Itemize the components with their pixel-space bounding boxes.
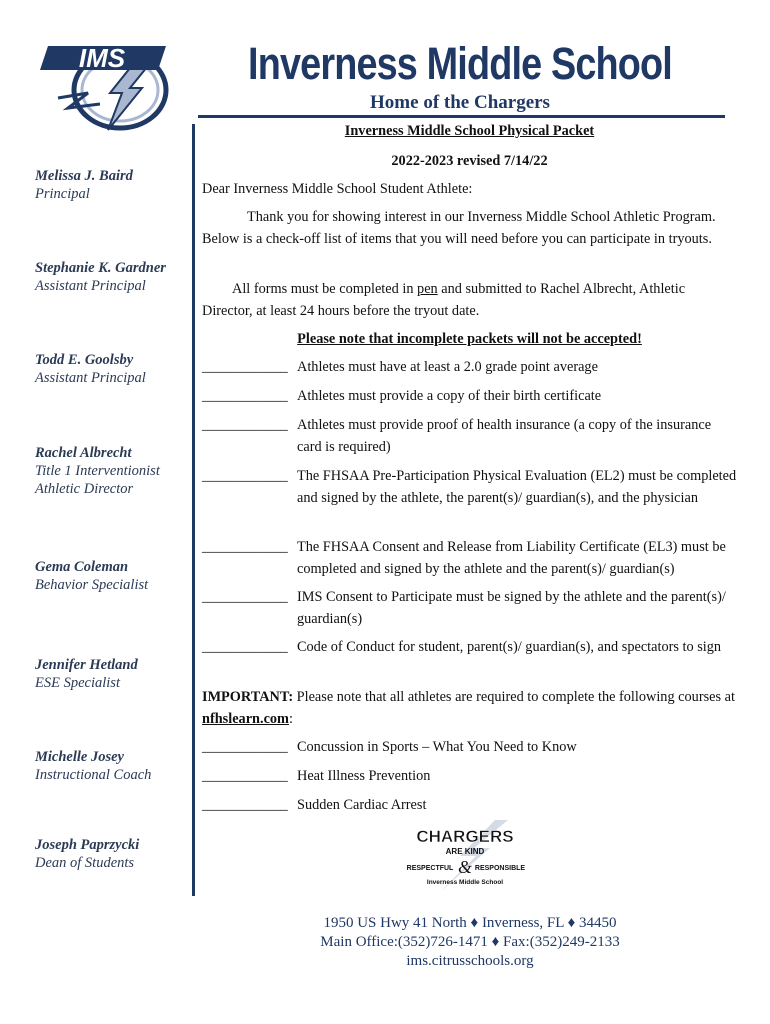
staff-name: Joseph Paprzycki bbox=[35, 837, 140, 853]
checklist-item bbox=[202, 637, 737, 659]
greeting: Dear Inverness Middle School Student Athlete: bbox=[202, 181, 473, 197]
staff-name: Michelle Josey bbox=[35, 749, 124, 765]
sidebar-divider bbox=[192, 124, 195, 896]
checklist-text: Code of Conduct for student, parent(s)/ guardian(s), and spectators to sign bbox=[297, 639, 722, 655]
checklist-text: Athletes must provide proof of health insurance (a copy of the insurance card is required) bbox=[297, 417, 712, 455]
checkbox-blank: ____________ bbox=[202, 359, 288, 375]
nfhslearn-link[interactable]: nfhslearn.com bbox=[202, 710, 289, 727]
svg-text:&: & bbox=[457, 857, 473, 877]
checkbox-blank: ____________ bbox=[202, 417, 288, 433]
incomplete-notice: Please note that incomplete packets will not be accepted! bbox=[297, 331, 642, 347]
staff-title: Principal bbox=[35, 186, 90, 202]
course-text: Concussion in Sports – What You Need to Know bbox=[297, 739, 577, 755]
staff-name: Jennifer Hetland bbox=[35, 657, 138, 673]
checklist-item bbox=[202, 415, 737, 458]
staff-title: Dean of Students bbox=[35, 855, 135, 871]
staff-entry bbox=[35, 656, 138, 692]
svg-text:RESPECTFUL: RESPECTFUL bbox=[406, 865, 454, 872]
staff-entry bbox=[35, 558, 148, 594]
checkbox-blank: ____________ bbox=[202, 589, 288, 605]
ims-logo bbox=[38, 38, 178, 133]
important-note bbox=[202, 687, 737, 730]
staff-entry bbox=[35, 351, 146, 387]
course-item bbox=[202, 795, 737, 817]
checklist-text: Athletes must provide a copy of their birth certificate bbox=[297, 388, 602, 404]
staff-title: Title 1 Interventionist bbox=[35, 463, 160, 479]
checkbox-blank: ____________ bbox=[202, 639, 288, 655]
checkbox-blank: ____________ bbox=[202, 768, 288, 784]
course-text: Sudden Cardiac Arrest bbox=[297, 797, 427, 813]
paragraph-intro: Thank you for showing interest in our Inverness Middle School Athletic Program. Below is a check-off list of items that you will need before you can participate in tryouts. bbox=[202, 209, 716, 247]
staff-title: Behavior Specialist bbox=[35, 577, 149, 593]
staff-title: Assistant Principal bbox=[35, 370, 146, 386]
paragraph-forms bbox=[202, 279, 737, 322]
text-run: Please note that all athletes are required to complete the following courses at bbox=[293, 689, 735, 705]
checkbox-blank: ____________ bbox=[202, 388, 288, 404]
footer bbox=[200, 914, 740, 971]
course-text: Heat Illness Prevention bbox=[297, 768, 431, 784]
footer-website[interactable]: ims.citrusschools.org bbox=[406, 953, 534, 969]
packet-heading: Inverness Middle School Physical Packet bbox=[344, 123, 595, 139]
checklist-text: IMS Consent to Participate must be signed by the athlete and the parent(s)/ guardian(s) bbox=[297, 589, 726, 627]
checklist-item bbox=[202, 587, 737, 630]
checklist-item bbox=[202, 537, 737, 580]
checklist-item bbox=[202, 386, 737, 408]
staff-name: Todd E. Goolsby bbox=[35, 352, 134, 368]
staff-name: Gema Coleman bbox=[35, 559, 129, 575]
svg-text:IMS: IMS bbox=[78, 43, 126, 73]
checklist-text: Athletes must have at least a 2.0 grade point average bbox=[297, 359, 598, 375]
staff-title: ESE Specialist bbox=[35, 675, 120, 691]
checkbox-blank: ____________ bbox=[202, 739, 288, 755]
important-label: IMPORTANT: bbox=[202, 689, 294, 705]
staff-entry bbox=[35, 836, 139, 872]
checklist-item bbox=[202, 466, 737, 509]
staff-name: Rachel Albrecht bbox=[35, 445, 132, 461]
checklist-text: The FHSAA Consent and Release from Liability Certificate (EL3) must be completed and signed by the athlete and the parent(s)/ guardian(s) bbox=[297, 539, 726, 577]
tagline: Home of the Chargers bbox=[370, 92, 550, 113]
pen-emphasis: pen bbox=[417, 281, 438, 297]
packet-subheading: 2022-2023 revised 7/14/22 bbox=[391, 153, 548, 169]
checklist-item bbox=[202, 357, 737, 379]
checkbox-blank: ____________ bbox=[202, 797, 288, 813]
staff-title: Athletic Director bbox=[35, 481, 134, 497]
course-item bbox=[202, 737, 737, 759]
school-name: Inverness Middle School bbox=[248, 38, 672, 89]
text-run: : bbox=[288, 710, 293, 727]
svg-text:ARE KIND: ARE KIND bbox=[445, 847, 485, 856]
text-run: and submitted to Rachel Albrecht, Athletic Director, at least 24 hours before the tryout date. bbox=[202, 281, 686, 319]
chargers-logo bbox=[400, 818, 530, 893]
svg-text:RESPONSIBLE: RESPONSIBLE bbox=[474, 865, 526, 872]
staff-name: Melissa J. Baird bbox=[35, 168, 133, 184]
course-item bbox=[202, 766, 737, 788]
staff-title: Instructional Coach bbox=[35, 767, 152, 783]
footer-phones: Main Office:(352)726-1471 ♦ Fax:(352)249-2133 bbox=[320, 934, 620, 950]
staff-entry bbox=[35, 259, 166, 295]
staff-entry bbox=[35, 748, 151, 784]
staff-title: Assistant Principal bbox=[35, 278, 146, 294]
checkbox-blank: ____________ bbox=[202, 539, 288, 555]
staff-name: Stephanie K. Gardner bbox=[35, 260, 166, 276]
text-run: All forms must be completed in bbox=[232, 281, 418, 297]
svg-text:Inverness Middle School: Inverness Middle School bbox=[426, 879, 504, 886]
header-divider bbox=[198, 115, 725, 118]
checkbox-blank: ____________ bbox=[202, 468, 288, 484]
staff-entry bbox=[35, 167, 133, 203]
checklist-text: The FHSAA Pre-Participation Physical Evaluation (EL2) must be completed and signed by the athlete, the parent(s)/ guardian(s), and the physician bbox=[297, 468, 737, 506]
staff-entry bbox=[35, 444, 160, 498]
svg-text:CHARGERS: CHARGERS bbox=[416, 827, 514, 846]
footer-address: 1950 US Hwy 41 North ♦ Inverness, FL ♦ 34450 bbox=[323, 915, 617, 931]
